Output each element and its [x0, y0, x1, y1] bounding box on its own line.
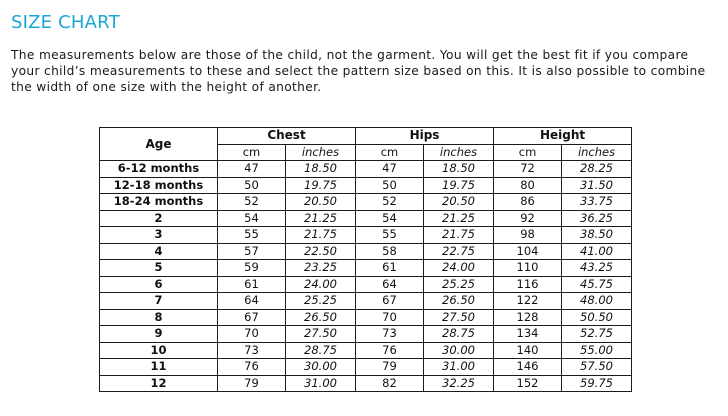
table-row [100, 276, 632, 293]
hips-inches-cell: 32.25 [424, 375, 494, 392]
chest-cm-cell: 79 [218, 375, 286, 392]
chest-inches-cell: 31.00 [286, 375, 356, 392]
chest-inches-cell: 20.50 [286, 194, 356, 211]
chest-inches-cell: 21.25 [286, 210, 356, 227]
chest-group-header: Chest [218, 128, 356, 145]
intro-paragraph: The measurements below are those of the child, not the garment. You will get the best fit if you compare your child’s measurements to these and select the pattern size based on this. It is also possible to combine the width of one size with the height of another. [11, 48, 706, 94]
height-inches-cell: 31.50 [562, 177, 632, 194]
height-cm-cell: 92 [494, 210, 562, 227]
hips-inches-cell: 21.75 [424, 227, 494, 244]
age-cell: 18-24 months [100, 194, 218, 211]
hips-cm-cell: 61 [356, 260, 424, 277]
height-inches-cell: 55.00 [562, 342, 632, 359]
height-inches-cell: 48.00 [562, 293, 632, 310]
hips-cm-header: cm [356, 144, 424, 161]
hips-inches-cell: 18.50 [424, 161, 494, 178]
age-cell: 12-18 months [100, 177, 218, 194]
chest-inches-cell: 30.00 [286, 359, 356, 376]
height-cm-cell: 116 [494, 276, 562, 293]
table-row [100, 161, 632, 178]
hips-cm-cell: 73 [356, 326, 424, 343]
table-row [100, 326, 632, 343]
chest-inches-cell: 26.50 [286, 309, 356, 326]
height-inches-cell: 50.50 [562, 309, 632, 326]
chest-cm-cell: 57 [218, 243, 286, 260]
height-inches-cell: 45.75 [562, 276, 632, 293]
hips-inches-cell: 21.25 [424, 210, 494, 227]
chest-inches-header: inches [286, 144, 356, 161]
hips-inches-header: inches [424, 144, 494, 161]
hips-inches-cell: 22.75 [424, 243, 494, 260]
height-cm-cell: 104 [494, 243, 562, 260]
chest-cm-cell: 64 [218, 293, 286, 310]
table-row [100, 210, 632, 227]
age-cell: 5 [100, 260, 218, 277]
height-cm-cell: 86 [494, 194, 562, 211]
chest-cm-cell: 47 [218, 161, 286, 178]
age-cell: 8 [100, 309, 218, 326]
hips-cm-cell: 52 [356, 194, 424, 211]
hips-inches-cell: 26.50 [424, 293, 494, 310]
height-cm-cell: 98 [494, 227, 562, 244]
chest-inches-cell: 18.50 [286, 161, 356, 178]
chest-cm-header: cm [218, 144, 286, 161]
size-chart-table [99, 127, 632, 392]
chest-inches-cell: 24.00 [286, 276, 356, 293]
hips-inches-cell: 31.00 [424, 359, 494, 376]
hips-inches-cell: 30.00 [424, 342, 494, 359]
age-cell: 9 [100, 326, 218, 343]
height-inches-cell: 57.50 [562, 359, 632, 376]
group-header-row [100, 128, 632, 145]
hips-inches-cell: 24.00 [424, 260, 494, 277]
height-inches-cell: 52.75 [562, 326, 632, 343]
height-inches-cell: 43.25 [562, 260, 632, 277]
age-cell: 6 [100, 276, 218, 293]
chest-cm-cell: 55 [218, 227, 286, 244]
table-row [100, 309, 632, 326]
hips-cm-cell: 70 [356, 309, 424, 326]
table-row [100, 359, 632, 376]
chest-cm-cell: 50 [218, 177, 286, 194]
height-cm-header: cm [494, 144, 562, 161]
hips-inches-cell: 20.50 [424, 194, 494, 211]
chest-cm-cell: 61 [218, 276, 286, 293]
size-chart-body [100, 161, 632, 392]
table-row [100, 177, 632, 194]
height-group-header: Height [494, 128, 632, 145]
chest-inches-cell: 25.25 [286, 293, 356, 310]
hips-cm-cell: 79 [356, 359, 424, 376]
hips-inches-cell: 19.75 [424, 177, 494, 194]
chest-cm-cell: 76 [218, 359, 286, 376]
height-cm-cell: 128 [494, 309, 562, 326]
height-inches-cell: 28.25 [562, 161, 632, 178]
chest-inches-cell: 19.75 [286, 177, 356, 194]
height-inches-cell: 41.00 [562, 243, 632, 260]
hips-cm-cell: 76 [356, 342, 424, 359]
height-inches-cell: 36.25 [562, 210, 632, 227]
chest-cm-cell: 59 [218, 260, 286, 277]
age-cell: 3 [100, 227, 218, 244]
age-cell: 12 [100, 375, 218, 392]
chest-inches-cell: 23.25 [286, 260, 356, 277]
hips-cm-cell: 54 [356, 210, 424, 227]
hips-inches-cell: 28.75 [424, 326, 494, 343]
height-cm-cell: 152 [494, 375, 562, 392]
table-row [100, 194, 632, 211]
chest-cm-cell: 70 [218, 326, 286, 343]
height-cm-cell: 110 [494, 260, 562, 277]
chest-cm-cell: 52 [218, 194, 286, 211]
chest-cm-cell: 54 [218, 210, 286, 227]
age-cell: 10 [100, 342, 218, 359]
chest-cm-cell: 67 [218, 309, 286, 326]
height-cm-cell: 140 [494, 342, 562, 359]
age-cell: 7 [100, 293, 218, 310]
height-cm-cell: 122 [494, 293, 562, 310]
table-row [100, 293, 632, 310]
chest-inches-cell: 22.50 [286, 243, 356, 260]
hips-cm-cell: 58 [356, 243, 424, 260]
hips-inches-cell: 27.50 [424, 309, 494, 326]
table-row [100, 342, 632, 359]
table-row [100, 227, 632, 244]
hips-cm-cell: 55 [356, 227, 424, 244]
age-cell: 11 [100, 359, 218, 376]
height-inches-cell: 33.75 [562, 194, 632, 211]
hips-cm-cell: 47 [356, 161, 424, 178]
hips-inches-cell: 25.25 [424, 276, 494, 293]
height-cm-cell: 72 [494, 161, 562, 178]
age-cell: 2 [100, 210, 218, 227]
height-inches-cell: 38.50 [562, 227, 632, 244]
age-cell: 4 [100, 243, 218, 260]
age-cell: 6-12 months [100, 161, 218, 178]
chest-inches-cell: 28.75 [286, 342, 356, 359]
table-row [100, 260, 632, 277]
table-row [100, 375, 632, 392]
page-title: SIZE CHART [11, 12, 120, 33]
height-cm-cell: 80 [494, 177, 562, 194]
table-row [100, 243, 632, 260]
hips-group-header: Hips [356, 128, 494, 145]
hips-cm-cell: 64 [356, 276, 424, 293]
age-column-header: Age [100, 128, 218, 161]
hips-cm-cell: 82 [356, 375, 424, 392]
hips-cm-cell: 67 [356, 293, 424, 310]
height-cm-cell: 134 [494, 326, 562, 343]
height-inches-cell: 59.75 [562, 375, 632, 392]
hips-cm-cell: 50 [356, 177, 424, 194]
height-cm-cell: 146 [494, 359, 562, 376]
chest-inches-cell: 27.50 [286, 326, 356, 343]
chest-inches-cell: 21.75 [286, 227, 356, 244]
height-inches-header: inches [562, 144, 632, 161]
chest-cm-cell: 73 [218, 342, 286, 359]
